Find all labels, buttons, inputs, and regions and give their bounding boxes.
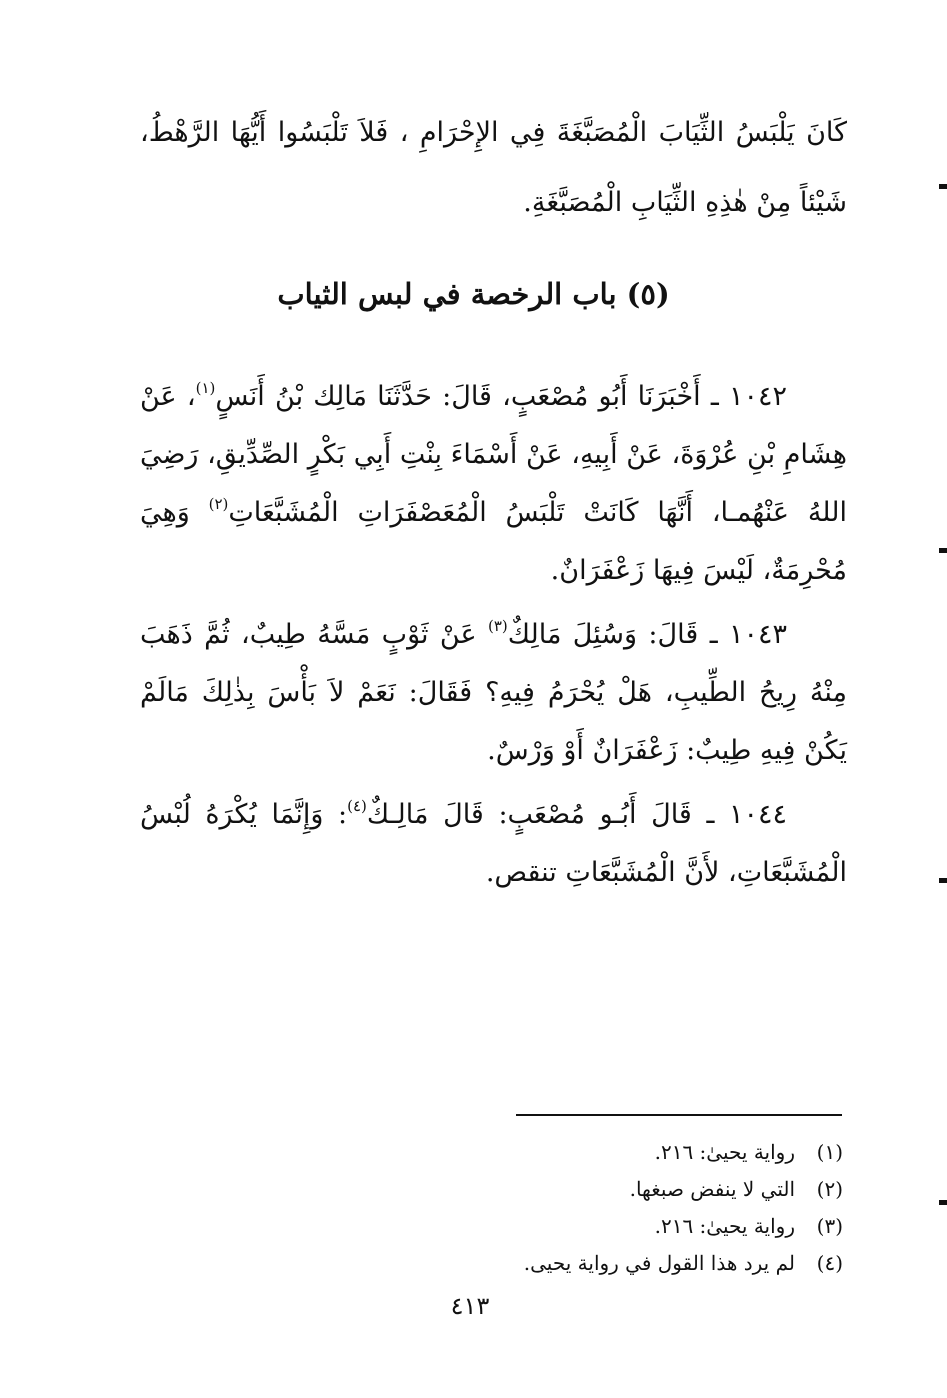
footnote-mark: (٢) (816, 1177, 843, 1201)
footnotes (300, 1134, 843, 1282)
binding-mark (939, 878, 947, 883)
footnote-reference: (١) (195, 379, 216, 397)
footnote-mark: (٤) (816, 1251, 843, 1275)
paragraph-text: قَالَ: وَسُئِلَ مَالِكٌ (507, 619, 699, 650)
page-number: ٤١٣ (450, 1292, 490, 1320)
paragraph-number: ١٠٤٢ ـ (710, 381, 787, 412)
paragraph-1043 (140, 606, 847, 780)
paragraph-text: وَهِيَ مُحْرِمَةٌ، لَيْسَ فِيهَا زَعْفَرَانٌ. (140, 497, 847, 586)
footnote-text: لم يرد هذا القول في رواية يحيى. (523, 1251, 795, 1275)
binding-mark (939, 184, 947, 189)
footnote (300, 1208, 843, 1245)
paragraph-number: ١٠٤٣ ـ (709, 619, 787, 650)
paragraph-text: قَالَ أَبُـو مُصْعَبٍ: قَالَ مَالِـكٌ (366, 799, 692, 830)
paragraph-text: ، عَنْ هِشَامِ بْنِ عُرْوَةَ، عَنْ أَبِيهِ، عَنْ أَسْمَاءَ بِنْتِ أَبِي بَكْرٍ الصِّدِّيقِ، رَضِيَ اللهُ عَنْهُمـا، أَنَّهَا كَانَتْ تَلْبَسُ الْمُعَصْفَرَاتِ الْمُشَبَّعَاتِ (140, 381, 847, 528)
footnote (300, 1245, 843, 1282)
binding-mark (939, 548, 947, 553)
footnote-text: رواية يحيىٰ: ٢١٦. (654, 1214, 795, 1238)
footnote-separator (516, 1114, 842, 1116)
paragraph-text: عَنْ ثَوْبٍ مَسَّهُ طِيبٌ، ثُمَّ ذَهَبَ مِنْهُ رِيحُ الطِّيبِ، هَلْ يُحْرَمُ فِيهِ؟ فَقَالَ: نَعَمْ لاَ بَأْسَ بِذٰلِكَ مَالَمْ يَكُنْ فِيهِ طِيبٌ: زَعْفَرَانٌ أَوْ وَرْسٌ. (140, 619, 847, 766)
footnote-text: رواية يحيىٰ: ٢١٦. (654, 1140, 795, 1164)
paragraph-number: ١٠٤٤ ـ (706, 799, 787, 830)
main-text (140, 368, 847, 902)
paragraph-text: : وَإِنَّمَا يُكْرَهُ لُبْسُ الْمُشَبَّعَاتِ، لأَنَّ الْمُشَبَّعَاتِ تنقص. (140, 799, 847, 888)
footnote-reference: (٤) (347, 797, 367, 815)
binding-mark (939, 1200, 947, 1205)
footnote (300, 1171, 843, 1208)
intro-paragraph: كَانَ يَلْبَسُ الثِّيَابَ الْمُصَبَّغَةَ فِي الإِحْرَامِ ، فَلاَ تَلْبَسُوا أَيُّهَا الرَّهْطُ، شَيْئاً مِنْ هٰذِهِ الثِّيَابِ الْمُصَبَّغَةِ. (140, 117, 847, 218)
paragraph-text: أَخْبَرَنَا أَبُو مُصْعَبٍ، قَالَ: حَدَّثَنَا مَالِك بْنُ أَنَسٍ (215, 381, 701, 412)
footnote-text: التي لا ينفض صبغها. (629, 1177, 795, 1201)
footnote-mark: (٣) (816, 1214, 843, 1238)
footnote-reference: (٣) (487, 617, 508, 635)
footnote-mark: (١) (816, 1140, 843, 1164)
section-heading: (٥) باب الرخصة في لبس الثياب (277, 277, 670, 311)
paragraph-1044 (140, 786, 847, 902)
paragraph-1042 (140, 368, 847, 600)
footnote-reference: (٢) (208, 495, 229, 513)
footnote (300, 1134, 843, 1171)
